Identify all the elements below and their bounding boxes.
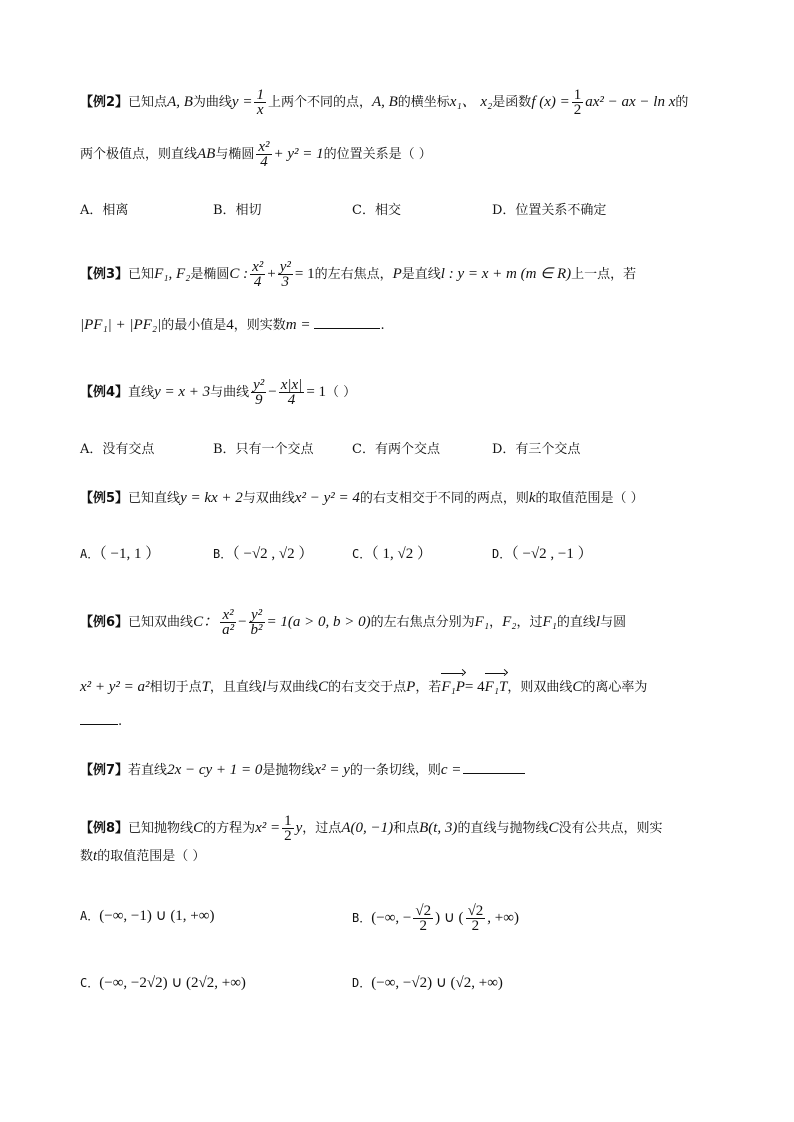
q8-option-c[interactable]: C．(−∞, −2√2) ∪ (2√2, +∞) xyxy=(80,975,246,991)
q4-option-c[interactable]: C．有两个交点 xyxy=(352,442,440,457)
q3-frac-x2-over-4: $\frac{\text{x²}}{4}$ xyxy=(252,259,264,290)
q8-line1: 【例8】已知抛物线C的方程为x² = $\frac{1}{2}$ y，过点A(0, −1)和点B(t, 3)的直线与抛物线C没有公共点，则实 xyxy=(80,813,663,844)
q6-line2: x² + y² = a²相切于点T，且直线l与双曲线C的右支交于点P，若F₁P= 4F₁T，则双曲线C的离心率为 xyxy=(80,679,648,695)
q8-line2: 数t的取值范围是（ ） xyxy=(80,848,206,864)
q2-option-b[interactable]: B．相切 xyxy=(213,203,262,218)
q2-option-d[interactable]: D．位置关系不确定 xyxy=(492,203,607,218)
q2-line2: 两个极值点，则直线AB与椭圆 $\frac{\text{x²}}{4}$ + y² = 1的位置关系是（ ） xyxy=(80,139,432,170)
q8-option-d[interactable]: D．(−∞, −√2) ∪ (√2, +∞) xyxy=(352,975,503,991)
q6-line3: . xyxy=(80,712,122,732)
q4-frac-xabsx-over-4: $\frac{x|x|}{4}$ xyxy=(280,377,303,408)
q4-option-d[interactable]: D．有三个交点 xyxy=(492,442,581,457)
q4-option-b[interactable]: B．只有一个交点 xyxy=(213,442,314,457)
q4-line1: 【例4】直线y = x + 3与曲线 $\frac{\text{y²}}{9}$ − $\frac{x|x|}{4}$ = 1（ ） xyxy=(80,377,357,408)
q8-option-a[interactable]: A．(−∞, −1) ∪ (1, +∞) xyxy=(80,908,215,924)
q7-line1: 【例7】若直线2x − cy + 1 = 0是抛物线x² = y的一条切线，则c = xyxy=(80,760,525,781)
q8-option-b[interactable]: B．(−∞, − $\frac{√2}{2}$ ) ∪ ( $\frac{√2}{2}$ , +∞) xyxy=(352,903,519,934)
q6-answer-blank[interactable] xyxy=(80,712,118,725)
q2-option-c[interactable]: C．相交 xyxy=(352,203,401,218)
q2-option-a[interactable]: A．相离 xyxy=(80,203,129,218)
q5-option-d[interactable]: D．（ −√2 , −1 ） xyxy=(492,546,593,562)
q3-frac-y2-over-3: $\frac{\text{y²}}{3}$ xyxy=(279,259,291,290)
q6-vector-F1T: F₁T xyxy=(484,679,508,695)
q4-tag: 【例4】 xyxy=(80,385,129,400)
q7-tag: 【例7】 xyxy=(80,763,129,778)
q3-answer-blank[interactable] xyxy=(314,316,380,329)
q5-line1: 【例5】已知直线y = kx + 2与双曲线x² − y² = 4的右支相交于不同的两点，则k的取值范围是（ ） xyxy=(80,490,644,506)
q6-frac-y2-over-b2: $\frac{\text{y²}}{\text{b²}}$ xyxy=(250,607,263,638)
q2-tag: 【例2】 xyxy=(80,95,129,110)
q3-tag: 【例3】 xyxy=(80,267,129,282)
q8-frac-sqrt2-over-2-pos: $\frac{√2}{2}$ xyxy=(467,903,484,934)
q2-line1: 【例2】已知点A, B为曲线y = $\frac{1}{x}$ 上两个不同的点，A, B的横坐标x₁、 x₂是函数f (x) = $\frac{1}{2}$ ax² − ax − ln x的 xyxy=(80,87,689,118)
q2-frac-half: $\frac{1}{2}$ xyxy=(573,87,582,118)
q5-option-b[interactable]: B．（ −√2 , √2 ） xyxy=(213,546,314,562)
q4-frac-y2-over-9: $\frac{\text{y²}}{9}$ xyxy=(253,377,265,408)
q5-option-a[interactable]: A．（ −1, 1 ） xyxy=(80,546,161,562)
q6-line1: 【例6】已知双曲线C： $\frac{\text{x²}}{\text{a²}}$ − $\frac{\text{y²}}{\text{b²}}$ = 1(a > 0, b > 0)的左右焦点分别为F₁，F₂，过F₁的直线l与圆 xyxy=(80,607,627,638)
q2-frac-x2-over-4: $\frac{\text{x²}}{4}$ xyxy=(258,139,270,170)
q8-frac-half: $\frac{1}{2}$ xyxy=(284,813,292,844)
q2-frac-1-over-x: $\frac{1}{x}$ xyxy=(256,87,264,118)
q6-frac-x2-over-a2: $\frac{\text{x²}}{\text{a²}}$ xyxy=(222,607,235,638)
q3-line2: |PF₁| + |PF₂|的最小值是4，则实数m = . xyxy=(80,317,385,333)
q5-tag: 【例5】 xyxy=(80,491,129,506)
q8-tag: 【例8】 xyxy=(80,821,129,836)
q7-answer-blank[interactable] xyxy=(463,761,525,774)
q6-vector-F1P: F₁P xyxy=(441,679,465,695)
q8-frac-sqrt2-over-2-neg: $\frac{√2}{2}$ xyxy=(415,903,432,934)
q5-option-c[interactable]: C．（ 1, √2 ） xyxy=(352,546,432,562)
q6-tag: 【例6】 xyxy=(80,615,129,630)
q3-line1: 【例3】已知F₁, F₂是椭圆C : $\frac{\text{x²}}{4}$ + $\frac{\text{y²}}{3}$ = 1的左右焦点，P是直线l : y = x + m (m ∈ R)上一点，若 xyxy=(80,259,637,290)
q4-option-a[interactable]: A．没有交点 xyxy=(80,442,155,457)
